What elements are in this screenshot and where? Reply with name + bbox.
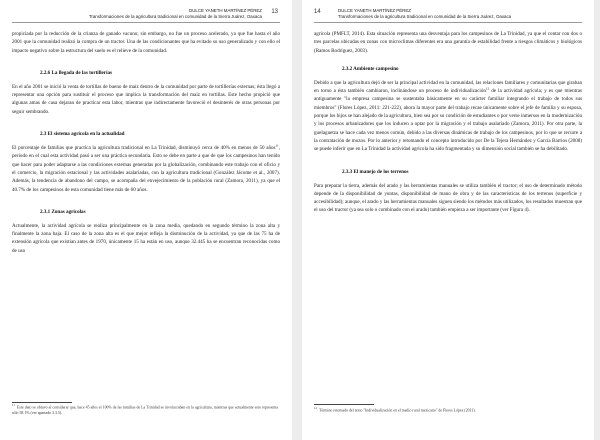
left-page: [0, 0, 292, 440]
footnote-text: Este dato se obtuvo al considerar que, hace 45 años el 100% de las familias de La Trinidad se involucraban en la agricultura, mientras que actualmente esto representa sólo 58.1% (ver apartado 3.3.5).: [12, 405, 279, 415]
page-body: [314, 30, 582, 215]
running-header: [338, 8, 511, 20]
section-heading: 2.2.6 La llegada de las tortillerías: [40, 69, 113, 76]
footnote: [12, 405, 278, 416]
footnote-number: 12: [314, 406, 317, 410]
right-page: [302, 0, 594, 440]
paragraph-text: El porcentaje de familias que practica la agricultura tradicional en La Trinidad, disminuyó cerca de 40% en menos de 50 años: [12, 145, 276, 152]
header-title: Transformaciones de la agricultura tradicional en comunidad de la Sierra Juárez, Oaxaca: [338, 14, 512, 19]
footnote-ref[interactable]: 12: [485, 86, 490, 91]
header-author: DULCE YANETH MARTÍNEZ PÉREZ: [338, 8, 411, 13]
paragraph: agrícola (PMFLT, 2014). Esta situación representa una desventaja para los campesinos de La Trinidad, ya que el contar con dos o tres parcelas ubicadas en zonas con microclimas diferentes era una garantía de estabilidad frente a riesgos climáticos y biológicos (Ramos Rodríguez, 2003).: [314, 31, 582, 54]
paragraph: Para preparar la tierra, además del arado y las herramientas manuales se utiliza también el tractor; el uso de determinado método depende de la disponibilidad de yuntas, disponibilidad de mano de obra y de las características de los terrenos (superficie y accesibilidad); aunque, el arado y las herramientas manuales siguen siendo los métodos más utilizados, los resultados muestran que el uso del tractor (ya sea solo o combinado con el arado) también empieza a ser importante (ver Figura 4).: [314, 182, 582, 214]
footnote-separator: [314, 404, 374, 405]
page-number: 14: [314, 9, 321, 15]
section-heading: 2.3 El sistema agrícola en la actualidad: [40, 131, 125, 138]
paragraph: Actualmente, la actividad agrícola se realiza principalmente en la zona media, quedando en segundo término la zona alta y finalmente la zona baja. El caso de la zona alta es el que mejor refleja la disminución de la actividad, ya que de las 75 ha de extensión agrícola que existían antes de 1970, únicamente 15 ha están en uso, aunque 32.445 ha se encuentran reconocidas como de uso: [12, 222, 280, 254]
header-rule: [314, 22, 582, 23]
section-heading: 2.3.2 Ambiente campesino: [342, 65, 399, 72]
paragraph-text: Debido a que la agricultura dejó de ser la principal actividad en la comunidad, las relaciones familiares y comunitarias que giraban en torno a ésta también cambiaron, inclinándose un proceso de individualización: [314, 79, 582, 95]
footnote-text: Término retomado del texto "Individualización en el medio rural mexicano" de Flores López (2011).: [318, 408, 476, 413]
section-heading: 2.3.3 El manejo de los terrenos: [342, 168, 409, 175]
footnote-ref[interactable]: 11: [275, 143, 279, 148]
header-author: DULCE YANETH MARTÍNEZ PÉREZ: [189, 8, 262, 13]
footnote-number: 11: [12, 403, 15, 407]
footnote: [314, 408, 580, 414]
paragraph: [12, 144, 280, 194]
running-header: [89, 8, 262, 20]
paragraph: En el año 2001 se inició la venta de tortillas de bueno de maíz dentro de la comunidad por parte de tortillerías externas; ésta llegó a representar una opción para sustituir el proceso que implica la transformación del maíz en tortillas. Este hecho propició que algunas amas de casa dejaran de practicar esta labor, mientras que indirectamente favoreció el desinterés de otras personas por seguir sembrando.: [12, 83, 280, 115]
page-number: 13: [271, 9, 278, 15]
paragraph: propiciada por la reducción de la crianza de ganado vacuno; sin embargo, no fue un proceso acelerado, ya que fue hasta el año 2001 que la comunidad realizó la compra de un tractor. Una de las condicionantes que ha evitado su uso generalizado y con ello el impacto negativo sobre la estructura del suelo es el relieve de la comunidad.: [12, 31, 280, 54]
section-heading: 2.3.1 Zonas agrícolas: [40, 208, 86, 215]
paragraph-text: de la actividad agrícola; y es que mientras antiguamente "la empresa campesina se sustentaba básicamente en su carácter familiar integrando el trabajo de todos sus miembros" (Flores López, 2011: 221-222), ahora la mayor parte del trabajo recae únicamente sobre el jefe de familia y su esposa, porque los hijos se han alejado de la agricultura, bien sea por su condición de estudiantes o por verse inmersos en la modernización y los procesos urbanizadores que los inducen a optar por la migración y el trabajo asalariado (Zamora, 2011). Por otra parte, la guelaguetza se hace cada vez menos común, debido a las diversas dinámicas de trabajo de los campesinos, por lo que se recurre a la contratación de mozos. Por lo anterior y retomando el concepto introducido por De la Tejera Hernández y García Barrios (2008) se puede inferir que en La Trinidad la actividad agrícola ha sido fragmentada y su dimensión social también se ha debilitado.: [314, 88, 582, 153]
footnote-separator: [12, 402, 72, 403]
page-body: [12, 30, 280, 255]
header-title: Transformaciones de la agricultura tradicional en comunidad de la Sierra Juárez, Oaxaca: [88, 14, 262, 19]
paragraph: [314, 79, 582, 154]
header-rule: [12, 22, 280, 23]
paragraph-text: , periodo en el cual esta actividad pasó a ser una práctica secundaria. Esto se debe en parte a que de que los campesinos han tenido que hacer para poder adaptarse a las condiciones externas generadas por la globalización, combinando este trabajo con el oficio y el comercio, la migración estacional y las actividades asalariadas, con la agricultura tradicional (González Jácome et al., 2007). Además, la tendencia de abandono del campo, se acompaña del envejecimiento de la población rural (Zamora, 2011), ya que el 40.7% de los campesinos de esta comunidad tiene más de 60 años.: [12, 145, 280, 193]
